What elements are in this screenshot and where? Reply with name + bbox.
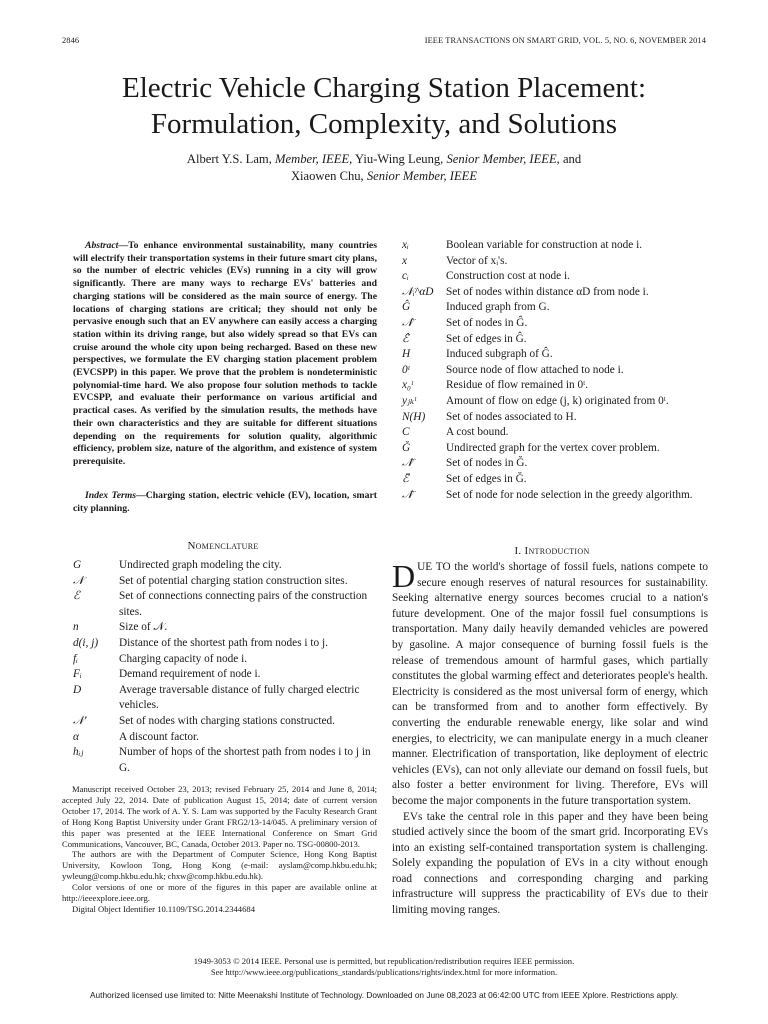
symbol-description: Undirected graph modeling the city. <box>119 559 282 571</box>
introduction-body <box>392 560 708 919</box>
symbol-row <box>402 238 718 254</box>
footnote-color: Color versions of one or more of the figures in this paper are available online at http://ieeexplore.ieee.org. <box>62 882 377 904</box>
symbol: d(i, j) <box>73 636 99 649</box>
index-terms <box>73 490 377 515</box>
symbol: 𝒩̆ <box>402 457 413 470</box>
symbol-row <box>402 332 718 348</box>
symbol: Fᵢ <box>73 668 82 681</box>
page-number: 2846 <box>62 36 80 45</box>
symbol: D <box>73 683 82 696</box>
symbol-description: Average traversable distance of fully charged electric vehicles. <box>119 683 360 712</box>
symbol-description: Set of edges in Ğ. <box>446 472 527 485</box>
nomenclature-title: Nomenclature <box>187 540 259 552</box>
symbol: H <box>402 348 411 361</box>
footnote-doi: Digital Object Identifier 10.1109/TSG.2014.2344684 <box>72 903 255 914</box>
abstract-text: —To enhance environmental sustainability, many countries will electrify their transportation systems in their future smart city plans, so the number of electric vehicles (EVs) running in a city will grow significantly. There are many ways to recharge EVs' batteries and charging stations will be considered as the main source of energy. The locations of charging stations are critical; they should not only be pervasive enough such that an EV anywhere can easily access a charging station within its driving range, but also widely spread so that EVs can cruise around the whole city upon being recharged. Based on these new perspectives, we formulate the EV charging station placement problem (EVCSPP) in this paper. We prove that the problem is nondeterministic polynomial-time hard. We also propose four solution methods to tackle EVCSPP, and evaluate their performance on various artificial and practical cases. As verified by the simulation results, the methods have their own characteristics and they are suitable for different situations depending on the requirements for solution quality, algorithmic efficiency, problem size, nature of the algorithm, and existence of system prerequisite. <box>73 240 377 467</box>
author-conjunction: and <box>559 152 582 166</box>
symbol: x <box>402 254 408 267</box>
symbol: 𝒩 <box>73 574 84 587</box>
copyright-line-2: See http://www.ieee.org/publications_standards/publications/rights/index.html for more information. <box>210 967 558 977</box>
symbol-row <box>402 254 718 270</box>
author-1-name: Albert Y.S. Lam, <box>186 152 276 166</box>
symbol: cᵢ <box>402 270 409 283</box>
index-terms-lead: Index Terms <box>85 490 137 501</box>
symbol-description: Vector of xᵢ's. <box>446 254 508 267</box>
symbol-description: Source node of flow attached to node i. <box>446 363 624 376</box>
symbol-description: Demand requirement of node i. <box>119 668 261 681</box>
symbol-description: Boolean variable for construction at node i. <box>446 239 643 251</box>
symbol-description: A discount factor. <box>119 730 200 743</box>
symbol: α <box>73 730 79 743</box>
symbol-row <box>402 425 718 441</box>
symbol-description: Construction cost at node i. <box>446 270 570 283</box>
symbol-row <box>73 667 381 683</box>
symbol: 𝒩̂ <box>402 316 413 329</box>
symbol: fᵢ <box>73 652 78 665</box>
symbol-row <box>402 410 718 426</box>
symbol-row <box>402 488 718 504</box>
license-banner: Authorized licensed use limited to: Nitte Meenakshi Institute of Technology. Downloaded on June 08,2023 at 06:42:00 UTC from IEEE Xplore. Restrictions apply. <box>89 990 679 1000</box>
abstract-lead: Abstract <box>85 240 119 251</box>
footnote-manuscript: Manuscript received October 23, 2013; revised February 25, 2014 and June 8, 2014; accepted July 22, 2014. Date of publication August 15, 2014; date of current version October 17, 2014. The work of A. Y. S. Lam was supported by the Faculty Research Grant of Hong Kong Baptist University under Grant FRG2/13-14/045. A preliminary version of this paper was presented at the IEEE International Conference on Smart Grid Communications, Vancouver, BC, Canada, October 2013. Paper no. TSG-00800-2013. <box>62 784 377 849</box>
symbol-row <box>402 472 718 488</box>
symbol-description: Set of edges in Ĝ. <box>446 332 527 345</box>
symbol: xᵢ <box>402 239 409 251</box>
symbol-row <box>73 730 381 746</box>
copyright-notice <box>40 956 728 978</box>
symbol-row <box>402 441 718 457</box>
symbol: G <box>73 559 82 571</box>
symbol-description: A cost bound. <box>446 426 509 439</box>
intro-paragraph-1-text: UE TO the world's shortage of fossil fuels, nations compete to secure enough reserves of natural resources for sustainability. Seeking alternative energy sources becomes crucial to a nation's future development. One of the major fossil fuel consumptions is transportation. Many daily heavily demanded vehicles are powered by gasoline. A major consequence of burning fossil fuels is the release of tremendous amount of harmful gases, which partially constitutes the global warming effect and deteriorates people's health. Electricity is considered as the most universal form of energy, which can be transformed from and to another form effectively. By converting the endurable renewable energy, like solar and wind energies, to electricity, we can manipulate energy in a much cleaner manner. Electrification of transportation, like deployment of electric vehicles (EVs), can not only alleviate our demand on fossil fuels, but also foster a better environment for living. Therefore, EVs will become the major components in the future transportation system. <box>392 561 708 807</box>
symbol: n <box>73 621 79 634</box>
symbol-row <box>402 363 718 379</box>
abstract <box>73 240 377 469</box>
symbol-description: Set of nodes in Ĝ. <box>446 316 528 329</box>
author-2-title: Senior Member, IEEE, <box>446 152 560 166</box>
author-2-name: Yiu-Wing Leung, <box>352 152 447 166</box>
author-list <box>60 151 708 185</box>
symbol: x₀ᵗ <box>402 379 413 392</box>
drop-cap: D <box>392 558 416 594</box>
footnote-affiliation: The authors are with the Department of Computer Science, Hong Kong Baptist University, Kowloon Tong, Hong Kong (e-mail: ayslam@comp.hkbu.edu.hk; ywleung@comp.hkbu.edu.hk; chxw@comp.hkbu.edu.hk). <box>62 849 377 882</box>
symbol-description: Set of potential charging station construction sites. <box>119 574 348 587</box>
symbol-row <box>402 456 718 472</box>
symbol-row <box>402 269 718 285</box>
title-line-1: Electric Vehicle Charging Station Placement: <box>121 72 646 104</box>
symbol-description: Induced graph from G. <box>446 301 550 314</box>
symbol-description: Induced subgraph of Ĝ. <box>446 348 553 361</box>
symbol: ℰ̂ <box>402 332 409 345</box>
symbol: yⱼₖᵗ <box>402 394 417 407</box>
symbol-description: Set of nodes in Ğ. <box>446 457 528 470</box>
index-terms-text: —Charging station, electric vehicle (EV), location, smart city planning. <box>73 490 377 514</box>
symbol-description: Residue of flow remained in 0ᵗ. <box>446 379 589 392</box>
symbol-description: Undirected graph for the vertex cover problem. <box>446 441 660 454</box>
symbol-row <box>73 745 381 776</box>
nomenclature-table <box>73 558 381 776</box>
symbol-description: Amount of flow on edge (j, k) originated from 0ᵗ. <box>446 394 669 407</box>
symbol: 𝒩′ <box>73 714 87 727</box>
symbol-description: Set of nodes associated to H. <box>446 410 577 423</box>
symbol-row <box>73 574 381 590</box>
intro-paragraph-1 <box>392 560 708 810</box>
symbol-row <box>402 394 718 410</box>
copyright-line-1: 1949-3053 © 2014 IEEE. Personal use is permitted, but republication/redistribution requires IEEE permission. <box>193 956 575 966</box>
intro-paragraph-2: EVs take the central role in this paper and they have been being studied actively since the boom of the smart grid. Incorporating EVs into an existing self-contained transportation system is challenging. Solely expanding the population of EVs in a city without enough road connections and corresponding charging and parking infrastructure will suppress the practicability of EVs due to their limiting moving ranges. <box>392 810 708 917</box>
symbol-row <box>402 285 718 301</box>
symbol-table-continued <box>402 238 718 503</box>
symbol-description: Size of 𝒩. <box>119 621 168 634</box>
symbol-row <box>73 589 381 620</box>
symbol: ℰ <box>73 590 80 603</box>
symbol: Ĝ <box>402 301 411 314</box>
author-3-title: Senior Member, IEEE <box>366 169 478 183</box>
symbol-row <box>402 316 718 332</box>
symbol: ℰ̆ <box>402 472 409 485</box>
symbol-row <box>73 636 381 652</box>
title-line-2: Formulation, Complexity, and Solutions <box>150 108 618 140</box>
symbol-row <box>73 714 381 730</box>
symbol-description: Set of nodes with charging stations constructed. <box>119 714 335 727</box>
symbol-row <box>73 652 381 668</box>
symbol: C <box>402 426 410 439</box>
symbol: 𝒩̄ <box>402 488 413 501</box>
symbol-description: Set of connections connecting pairs of the construction sites. <box>119 590 368 618</box>
author-3-name: Xiaowen Chu, <box>290 169 367 183</box>
symbol-description: Set of nodes within distance αD from node i. <box>446 285 649 298</box>
symbol-description: Distance of the shortest path from nodes i to j. <box>119 636 328 649</box>
symbol-row <box>402 300 718 316</box>
footnote <box>62 784 377 915</box>
symbol: Ğ <box>402 441 411 454</box>
journal-header: IEEE TRANSACTIONS ON SMART GRID, VOL. 5, NO. 6, NOVEMBER 2014 <box>424 36 706 45</box>
symbol-row <box>73 683 381 714</box>
symbol-row <box>73 558 381 574</box>
symbol: 𝒩ᵢ^αD <box>402 285 434 298</box>
symbol-description: Charging capacity of node i. <box>119 652 248 665</box>
author-1-title: Member, IEEE, <box>275 152 353 166</box>
symbol-description: Number of hops of the shortest path from nodes i to j in G. <box>119 746 371 774</box>
symbol-row <box>402 378 718 394</box>
symbol-row <box>402 347 718 363</box>
symbol-row <box>73 620 381 636</box>
introduction-title: I. Introduction <box>514 545 590 557</box>
symbol: N(H) <box>402 410 426 423</box>
symbol: hᵢⱼ <box>73 746 84 759</box>
symbol-description: Set of node for node selection in the greedy algorithm. <box>446 488 693 501</box>
symbol: 0ᵗ <box>402 363 410 376</box>
paper-title <box>40 70 728 142</box>
